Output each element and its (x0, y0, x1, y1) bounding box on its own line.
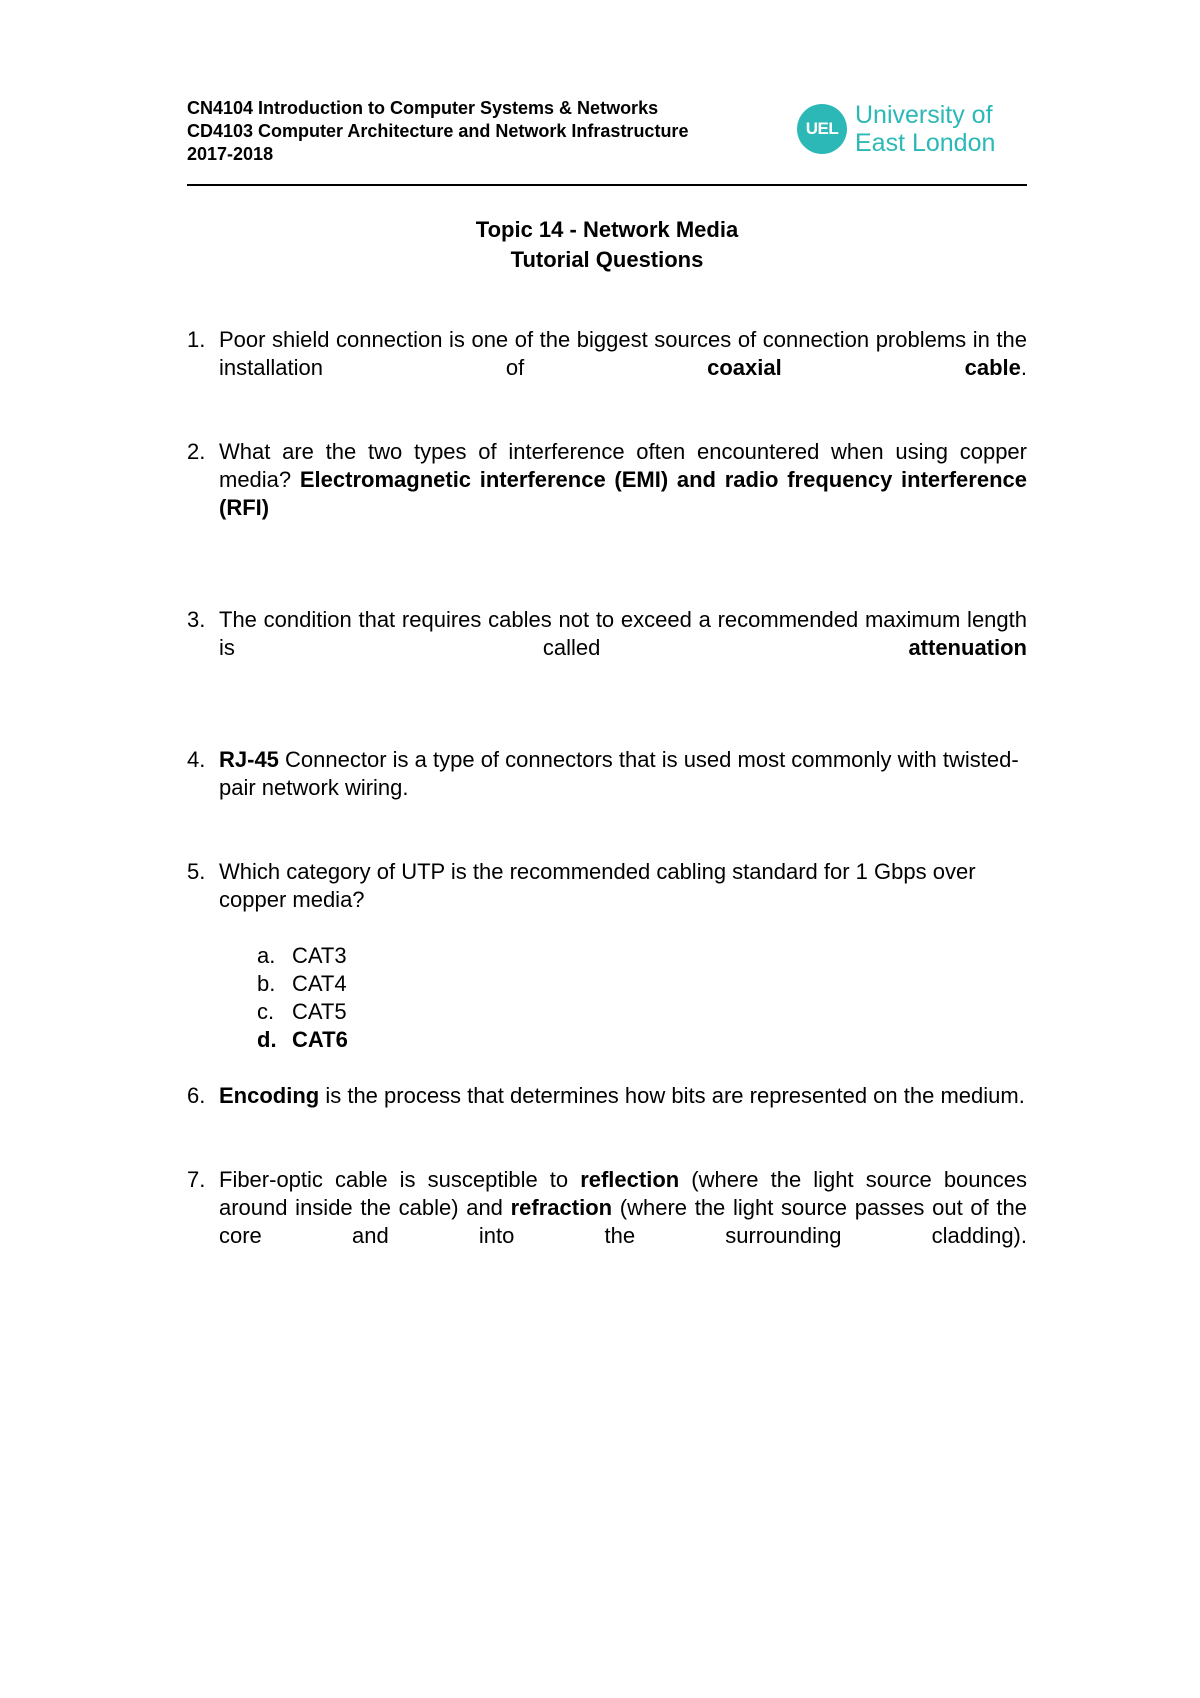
question-3 (187, 606, 1027, 690)
option-c: c. CAT5 (257, 999, 347, 1024)
tutorial-subtitle: Tutorial Questions (510, 247, 704, 272)
topic-title: Topic 14 - Network Media (475, 217, 739, 242)
answer-refraction: refraction (510, 1195, 613, 1220)
option-d-correct: d. CAT6 (257, 1027, 348, 1052)
question-text: Which category of UTP is the recommended cabling standard for 1 Gbps over copper media? (219, 859, 976, 912)
academic-year: 2017-2018 (187, 144, 274, 164)
course-line-2: CD4103 Computer Architecture and Network Infrastructure (187, 121, 689, 141)
question-text: Fiber-optic cable is susceptible to reflection (where the light source bounces around inside the cable) and refraction (where the light source passes out of the core and into the surrounding cladding). (219, 1167, 1027, 1248)
answer-options (219, 942, 1027, 1054)
answer: attenuation (908, 635, 1027, 660)
question-1 (187, 326, 1027, 410)
question-text: Encoding is the process that determines how bits are represented on the medium. (219, 1083, 1025, 1108)
question-6 (187, 1082, 1027, 1110)
question-number: 4. (187, 747, 206, 772)
question-number: 5. (187, 859, 206, 884)
question-number: 2. (187, 439, 206, 464)
question-5 (187, 858, 1027, 914)
question-number: 3. (187, 607, 206, 632)
course-info (187, 97, 688, 166)
document-header (187, 97, 1027, 187)
option-b: b. CAT4 (257, 971, 347, 996)
question-text: Poor shield connection is one of the biggest sources of connection problems in the installation of coaxial cable. (219, 327, 1027, 380)
university-name-line-2: East London (855, 129, 996, 157)
header-divider (187, 184, 1027, 186)
question-4 (187, 746, 1027, 802)
uel-logo (797, 101, 1027, 161)
answer: RJ-45 (219, 747, 279, 772)
question-list (187, 326, 1027, 1278)
question-text: The condition that requires cables not to exceed a recommended maximum length is called attenuation (219, 607, 1027, 660)
question-number: 7. (187, 1167, 206, 1192)
option-a: a. CAT3 (257, 943, 347, 968)
question-number: 6. (187, 1083, 206, 1108)
question-text: What are the two types of interference often encountered when using copper media? Electromagnetic interference (EMI) and radio frequency interference (RFI) (219, 439, 1027, 520)
question-text: RJ-45 Connector is a type of connectors that is used most commonly with twisted-pair network wiring. (219, 747, 1019, 800)
answer: coaxial cable (707, 355, 1021, 380)
page-title (187, 215, 1027, 275)
uel-badge-icon: UEL (797, 104, 847, 154)
question-number: 1. (187, 327, 206, 352)
answer: Electromagnetic interference (EMI) and radio frequency interference (RFI) (219, 467, 1027, 520)
university-name-line-1: University of (855, 101, 993, 129)
question-7 (187, 1166, 1027, 1278)
course-line-1: CN4104 Introduction to Computer Systems & Networks (187, 98, 659, 118)
answer-reflection: reflection (580, 1167, 680, 1192)
university-name (855, 101, 995, 157)
question-2 (187, 438, 1027, 550)
answer: Encoding (219, 1083, 320, 1108)
